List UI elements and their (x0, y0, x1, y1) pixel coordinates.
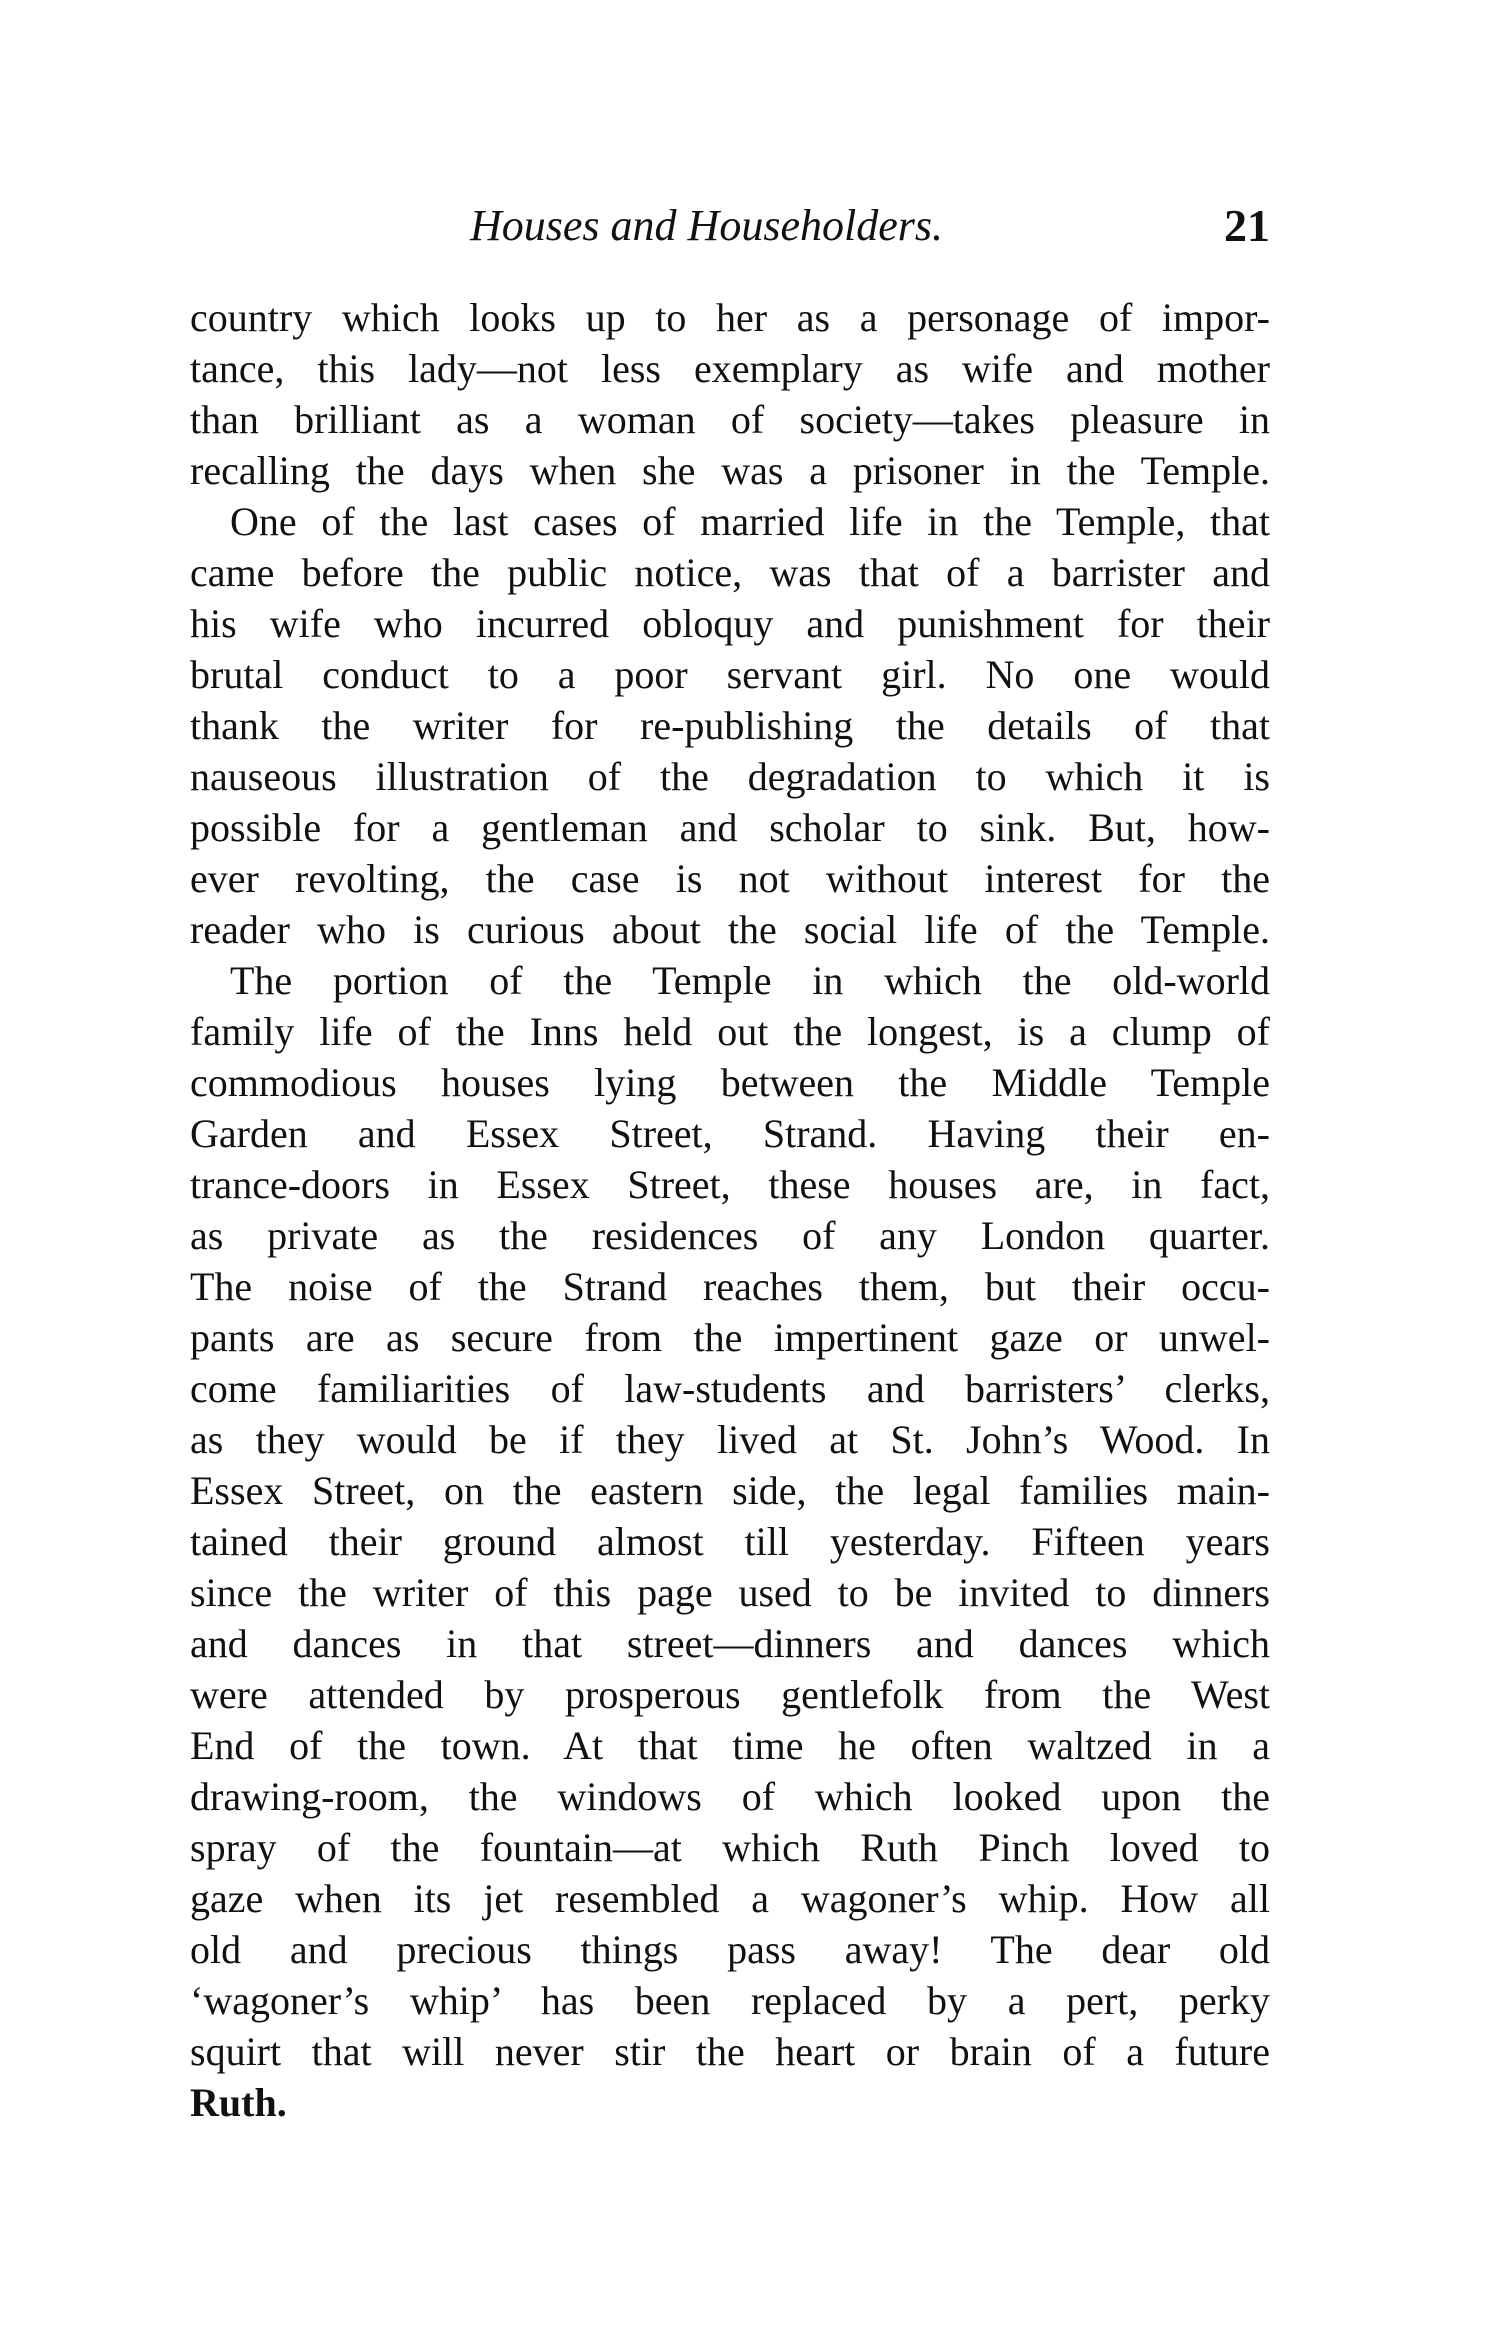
text-line: country which looks up to her as a personage of impor- (190, 295, 1270, 340)
text-line: as they would be if they lived at St. John’s Wood. In (190, 1417, 1270, 1462)
text-line: brutal conduct to a poor servant girl. No one would (190, 652, 1270, 697)
text-line: his wife who incurred obloquy and punishment for their (190, 601, 1270, 646)
text-line: come familiarities of law-students and barristers’ clerks, (190, 1366, 1270, 1411)
text-line: thank the writer for re-publishing the details of that (190, 703, 1270, 748)
text-line: Garden and Essex Street, Strand. Having their en- (190, 1111, 1270, 1156)
text-line: gaze when its jet resembled a wagoner’s whip. How all (190, 1876, 1270, 1921)
text-line: as private as the residences of any London quarter. (190, 1213, 1270, 1258)
text-line: drawing-room, the windows of which looked upon the (190, 1774, 1270, 1819)
text-line: Ruth. (190, 2080, 287, 2125)
text-line: reader who is curious about the social life of the Temple. (190, 907, 1270, 952)
text-line: ever revolting, the case is not without interest for the (190, 856, 1270, 901)
text-line: trance-doors in Essex Street, these houses are, in fact, (190, 1162, 1270, 1207)
paragraph-start-line: One of the last cases of married life in the Temple, that (230, 499, 1270, 544)
page-header (190, 196, 1280, 256)
text-line: came before the public notice, was that of a barrister and (190, 550, 1270, 595)
text-line: tained their ground almost till yesterday. Fifteen years (190, 1519, 1270, 1564)
page-number: 21 (1224, 200, 1270, 251)
text-line: family life of the Inns held out the longest, is a clump of (190, 1009, 1270, 1054)
text-line: ‘wagoner’s whip’ has been replaced by a pert, perky (190, 1978, 1270, 2023)
text-line: possible for a gentleman and scholar to sink. But, how- (190, 805, 1270, 850)
running-title: Houses and Householders. (470, 201, 943, 250)
text-line: commodious houses lying between the Middle Temple (190, 1060, 1270, 1105)
text-line: tance, this lady—not less exemplary as wife and mother (190, 346, 1270, 391)
text-line: squirt that will never stir the heart or brain of a future (190, 2029, 1270, 2074)
text-line: old and precious things pass away! The dear old (190, 1927, 1270, 1972)
text-line: End of the town. At that time he often waltzed in a (190, 1723, 1270, 1768)
text-line: nauseous illustration of the degradation to which it is (190, 754, 1270, 799)
text-line: since the writer of this page used to be invited to dinners (190, 1570, 1270, 1615)
text-line: and dances in that street—dinners and dances which (190, 1621, 1270, 1666)
paragraph-start-line: The portion of the Temple in which the old-world (230, 958, 1270, 1003)
text-line: spray of the fountain—at which Ruth Pinch loved to (190, 1825, 1270, 1870)
text-line: Essex Street, on the eastern side, the legal families main- (190, 1468, 1270, 1513)
text-line: The noise of the Strand reaches them, but their occu- (190, 1264, 1270, 1309)
text-line: than brilliant as a woman of society—takes pleasure in (190, 397, 1270, 442)
text-line: pants are as secure from the impertinent gaze or unwel- (190, 1315, 1270, 1360)
text-line: recalling the days when she was a prisoner in the Temple. (190, 448, 1270, 493)
text-line: were attended by prosperous gentlefolk from the West (190, 1672, 1270, 1717)
